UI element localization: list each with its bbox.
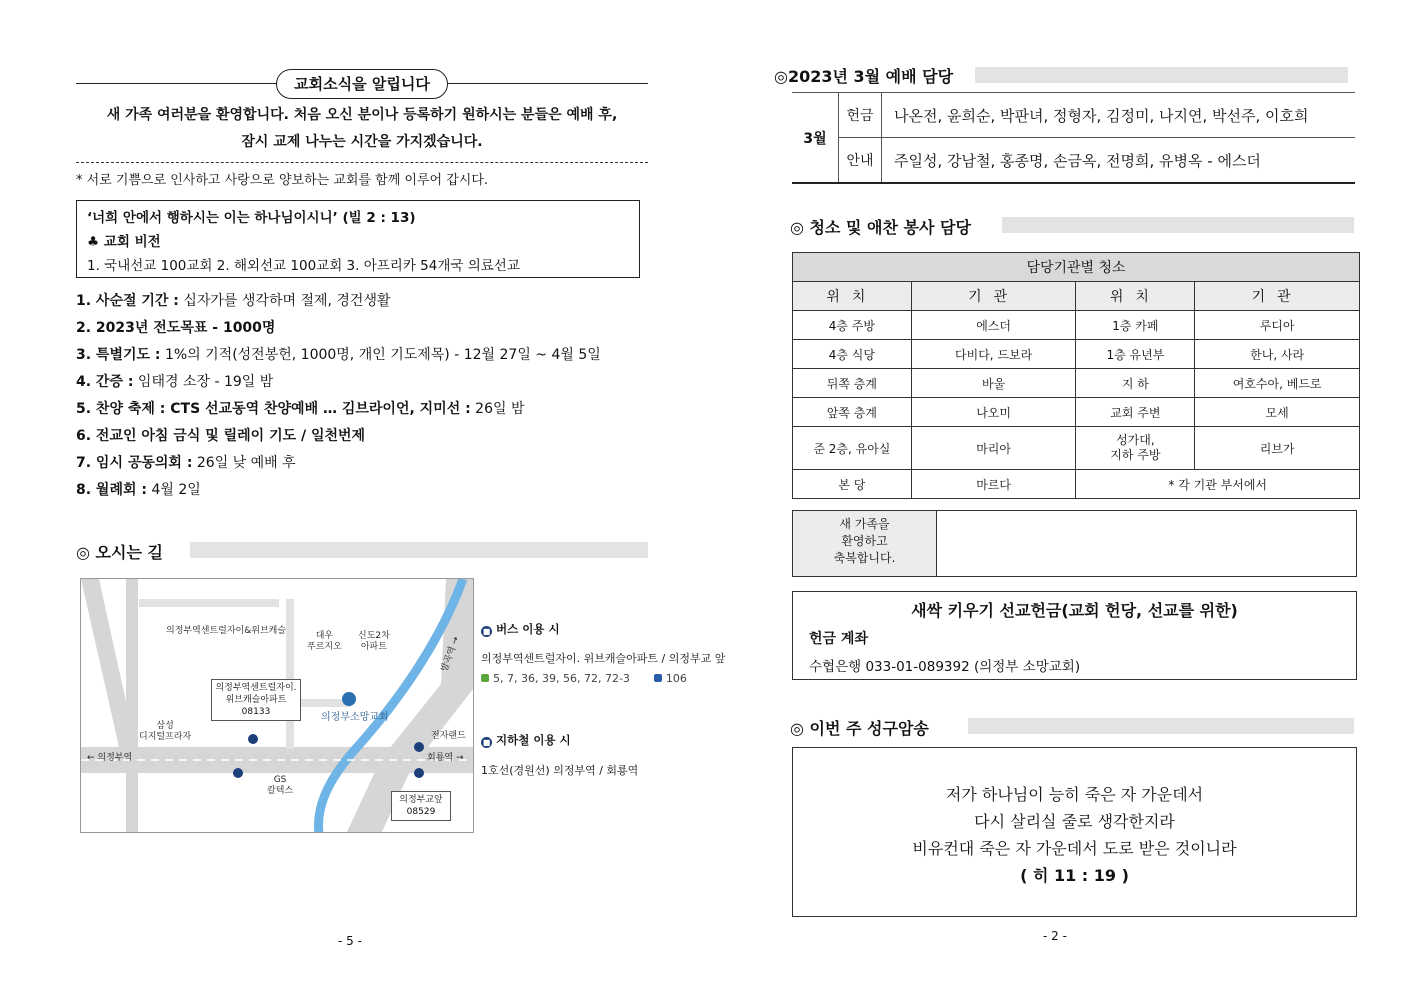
greeting-note: * 서로 기쁨으로 인사하고 사랑으로 양보하는 교회를 함께 이루어 갑시다.: [76, 173, 489, 188]
dashed-divider: [76, 162, 648, 163]
subway-text: 1호선(경원선) 의정부역 / 회룡역: [481, 764, 639, 777]
cleaning-title: ◎ 청소 및 애찬 봉사 담당: [790, 218, 971, 237]
news-item: 5. 찬양 축제 : CTS 선교동역 찬양예배 … 김브라이언, 지미선 : 26일 밤: [76, 401, 525, 417]
blue-bus-icon: [654, 674, 662, 682]
cell: 지 하: [1076, 369, 1195, 398]
bus-stop-text: 의정부역센트럴자이. 위브캐슬아파트 / 의정부교 앞: [481, 652, 726, 665]
cell: 루디아: [1195, 311, 1360, 340]
cell: 앞쪽 층계: [793, 398, 912, 427]
map-label-apt-stop: 의정부역센트럴자이. 위브캐슬아파트 08133: [211, 679, 301, 721]
news-item: 3. 특별기도 : 1%의 기적(성전봉헌, 1000명, 개인 기도제목) - 12월 27일 ~ 4월 5일: [76, 347, 601, 363]
vision-box: [76, 200, 640, 278]
subway-header: ■ 지하철 이용 시: [482, 733, 571, 747]
theme-verse: ‘너희 안에서 행하시는 이는 하나님이시니’ (빌 2 : 13): [87, 210, 416, 226]
welcome-line-2: 잠시 교제 나누는 시간을 가지겠습니다.: [241, 134, 483, 150]
directions-map: [80, 578, 474, 833]
page-number-left: - 5 -: [338, 934, 362, 948]
offering-account-label: 헌금 계좌: [809, 631, 868, 647]
offering-box: [792, 591, 1357, 680]
worship-month: 3월: [792, 93, 839, 184]
cleaning-table-title: 담당기관별 청소: [793, 253, 1360, 282]
bus-icon: ■: [482, 627, 491, 636]
cell: 교회 주변: [1076, 398, 1195, 427]
table-row: [793, 427, 1360, 470]
memory-reference: ( 히 11 : 19 ): [1020, 866, 1129, 885]
vision-title: ♣ 교회 비전: [87, 234, 161, 250]
section-bar: [1002, 217, 1354, 233]
section-bar: [968, 718, 1354, 734]
cell: 뒤쪽 층계: [793, 369, 912, 398]
cell: 한나, 사라: [1195, 340, 1360, 369]
memory-line: 다시 살리실 줄로 생각한지라: [974, 812, 1175, 831]
cell: 바울: [911, 369, 1076, 398]
news-item: 6. 전교인 아침 금식 및 릴레이 기도 / 일천번제: [76, 428, 366, 444]
cell: 에스더: [911, 311, 1076, 340]
subway-icon: ■: [482, 738, 491, 747]
worship-names: 나온전, 윤희순, 박판녀, 정형자, 김정미, 나지연, 박선주, 이호희: [882, 93, 1356, 138]
cell: 마르다: [911, 470, 1076, 499]
news-item: 7. 임시 공동의회 : 26일 낮 예배 후: [76, 455, 296, 471]
cell: 1층 카페: [1076, 311, 1195, 340]
bus-routes: 5, 7, 36, 39, 56, 72, 72-3 106: [481, 672, 687, 685]
banner-title: 교회소식을 알립니다: [276, 69, 448, 99]
col-header: 기관: [1195, 282, 1360, 311]
col-header: 기관: [911, 282, 1076, 311]
map-label-samsung: 삼성 디지털프라자: [139, 721, 192, 742]
news-item: 8. 월례회 : 4월 2일: [76, 482, 201, 498]
cell: 리브가: [1195, 427, 1360, 470]
map-label-balgok: 발곡역 →: [439, 635, 462, 674]
offering-title: 새싹 키우기 선교헌금(교회 헌당, 선교를 위한): [911, 601, 1238, 620]
welcome-line-1: 새 가족 여러분을 환영합니다. 처음 오신 분이나 등록하기 원하시는 분들은 예배 후,: [106, 107, 618, 123]
map-label-station: ← 의정부역: [87, 753, 133, 763]
memory-line: 저가 하나님이 능히 죽은 자 가운데서: [945, 785, 1204, 804]
cell: 나오미: [911, 398, 1076, 427]
table-row: [793, 311, 1360, 340]
vision-text: 1. 국내선교 100교회 2. 해외선교 100교회 3. 아프리카 54개국 의료선교: [87, 258, 520, 274]
memory-verse-title: ◎ 이번 주 성구암송: [790, 719, 929, 738]
worship-role: 헌금: [839, 93, 882, 138]
col-header: 위치: [1076, 282, 1195, 311]
map-label-sindo: 신도2차 아파트: [358, 631, 390, 652]
worship-names: 주일성, 강남철, 홍종명, 손금옥, 전명희, 유병옥 - 에스더: [882, 138, 1356, 184]
page-number-right: - 2 -: [1043, 929, 1067, 943]
cell: 본 당: [793, 470, 912, 499]
cell: 마리아: [911, 427, 1076, 470]
cell: 1층 유년부: [1076, 340, 1195, 369]
directions-title: ◎ 오시는 길: [76, 543, 163, 562]
table-row: [793, 470, 1360, 499]
cell: 여호수아, 베드로: [1195, 369, 1360, 398]
cell: 모세: [1195, 398, 1360, 427]
table-row: [793, 369, 1360, 398]
news-item: 1. 사순절 기간 : 십자가를 생각하며 절제, 경건생활: [76, 293, 391, 309]
section-bar: [190, 542, 648, 558]
bus-header: ■ 버스 이용 시: [482, 622, 560, 636]
section-bar: [975, 67, 1348, 83]
cleaning-table: [792, 252, 1360, 499]
news-item: 2. 2023년 전도목표 - 1000명: [76, 320, 276, 336]
map-label-apt: 의정부역센트럴자이&위브캐슬: [166, 626, 287, 636]
cell: 성가대, 지하 주방: [1076, 427, 1195, 470]
map-label-jeonja: 전자랜드: [431, 731, 466, 741]
worship-duty-table: [792, 92, 1355, 184]
worship-role: 안내: [839, 138, 882, 184]
memory-line: 비유컨대 죽은 자 가운데서 도로 받은 것이니라: [912, 839, 1237, 858]
new-family-label: 새 가족을 환영하고 축복합니다.: [793, 511, 937, 576]
new-family-box: [792, 510, 1357, 577]
cell: 준 2층, 유아실: [793, 427, 912, 470]
worship-title: ◎2023년 3월 예배 담당: [774, 67, 954, 86]
table-row: [793, 340, 1360, 369]
col-header: 위치: [793, 282, 912, 311]
green-bus-icon: [481, 674, 489, 682]
map-label-daewoo: 대우 푸르지오: [307, 631, 342, 652]
cell: * 각 기관 부서에서: [1076, 470, 1360, 499]
offering-account: 수협은행 033-01-089392 (의정부 소망교회): [809, 659, 1081, 675]
map-label-school-stop: 의정부교앞 08529: [391, 791, 451, 821]
cell: 4층 주방: [793, 311, 912, 340]
map-label-hoeryong: 회룡역 →: [427, 753, 464, 763]
news-item: 4. 간증 : 임태경 소장 - 19일 밤: [76, 374, 274, 390]
cell: 다비다, 드보라: [911, 340, 1076, 369]
memory-verse-box: [792, 747, 1357, 917]
map-label-church: 의정부소망교회: [321, 712, 389, 723]
cell: 4층 식당: [793, 340, 912, 369]
table-row: [793, 398, 1360, 427]
map-label-gs: GS 칼텍스: [267, 775, 294, 796]
